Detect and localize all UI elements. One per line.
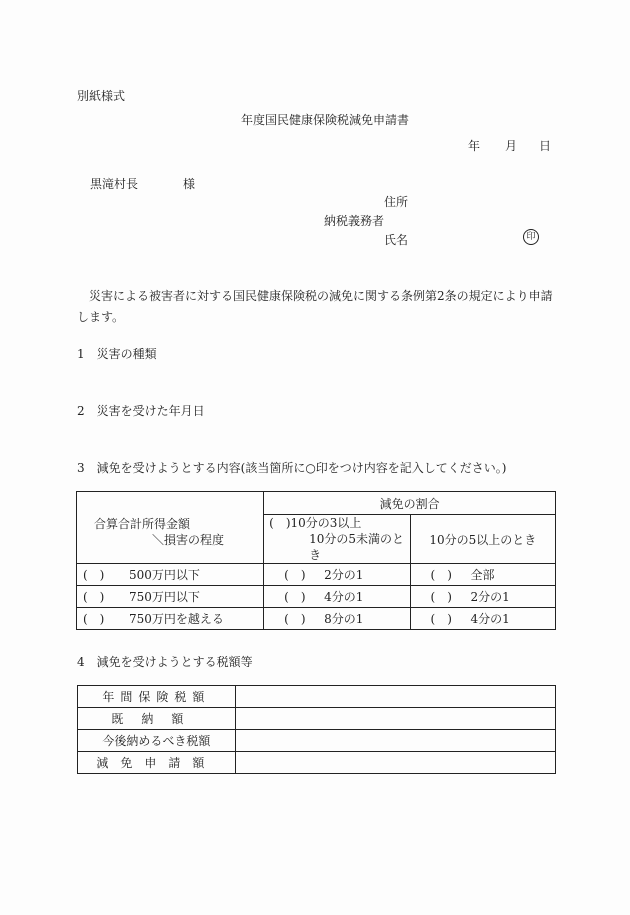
form-label: 別紙様式 <box>77 89 126 103</box>
paragraph-line-2: します。 <box>77 310 125 324</box>
date-day: 日 <box>539 139 552 153</box>
header-income-damage <box>77 492 264 564</box>
income-cell: ( ) 750万円を越える <box>77 608 264 630</box>
table-row <box>78 686 556 708</box>
table-row <box>78 752 556 774</box>
honorific: 様 <box>183 177 196 191</box>
section-2-heading: 2 災害を受けた年月日 <box>77 404 205 418</box>
value-paid[interactable] <box>235 708 555 730</box>
date-month: 月 <box>505 139 518 153</box>
label-reduction-request: 減免申請額 <box>78 752 236 774</box>
value-remaining-tax[interactable] <box>235 730 555 752</box>
table-row <box>78 730 556 752</box>
label-annual-tax: 年間保険税額 <box>78 686 236 708</box>
rate-cell: ( ) 2分の1 <box>264 564 410 586</box>
value-reduction-request[interactable] <box>235 752 555 774</box>
tax-amount-table <box>77 685 556 774</box>
value-annual-tax[interactable] <box>235 686 555 708</box>
name-label: 氏名 <box>384 233 409 247</box>
header-damage: ＼損害の程度 <box>152 532 225 547</box>
section-1-heading: 1 災害の種類 <box>77 347 157 361</box>
table-row <box>77 586 556 608</box>
table-row <box>77 564 556 586</box>
seal-mark: 印 <box>523 229 539 245</box>
section-3-heading: 3 減免を受けようとする内容(該当箇所に○印をつけ内容を記入してください。) <box>77 461 507 475</box>
subheader-5-plus: 10分の5以上のとき <box>410 515 555 564</box>
subheader-3-to-5 <box>264 515 410 564</box>
form-title: 年度国民健康保険税減免申請書 <box>241 113 410 127</box>
paragraph-line-1: 災害による被害者に対する国民健康保険税の減免に関する条例第2条の規定により申請 <box>89 289 553 303</box>
rate-cell: ( ) 8分の1 <box>264 608 410 630</box>
taxpayer-label: 納税義務者 <box>324 214 385 228</box>
rate-cell: ( ) 2分の1 <box>410 586 555 608</box>
date-year: 年 <box>468 139 481 153</box>
addressee: 黒滝村長 <box>90 177 139 191</box>
table-row <box>78 708 556 730</box>
rate-cell: ( ) 4分の1 <box>264 586 410 608</box>
application-paragraph <box>77 286 557 328</box>
header-reduction-rate: 減免の割合 <box>264 492 556 515</box>
table-row <box>77 608 556 630</box>
rate-cell: ( ) 4分の1 <box>410 608 555 630</box>
rate-cell: ( ) 全部 <box>410 564 555 586</box>
subheader-3-to-5-line1: ( )10分の3以上 <box>269 516 362 530</box>
reduction-rate-table <box>76 491 556 630</box>
label-remaining-tax: 今後納めるべき税額 <box>78 730 236 752</box>
section-4-heading: 4 減免を受けようとする税額等 <box>77 655 253 669</box>
address-label: 住所 <box>384 195 409 209</box>
subheader-3-to-5-line2: 10分の5未満のとき <box>309 532 405 562</box>
header-income: 合算合計所得金額 <box>94 516 191 531</box>
income-cell: ( ) 750万円以下 <box>77 586 264 608</box>
income-cell: ( ) 500万円以下 <box>77 564 264 586</box>
label-paid: 既納額 <box>78 708 236 730</box>
